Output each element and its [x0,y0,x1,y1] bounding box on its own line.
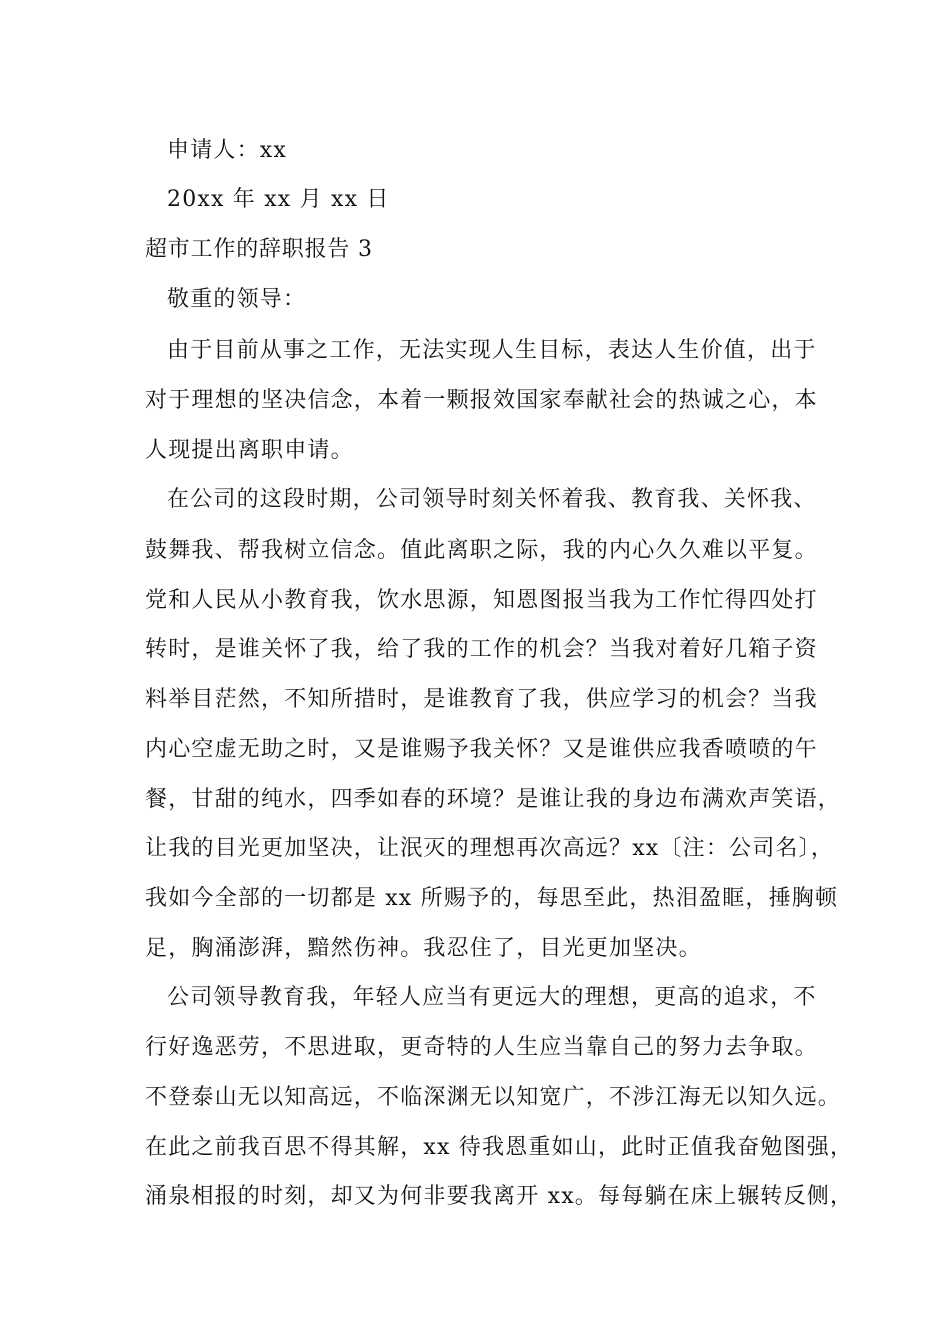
paragraph-line: 让我的目光更加坚决，让泯灭的理想再次高远？xx〔注：公司名〕， [145,836,835,861]
paragraph-line: 鼓舞我、帮我树立信念。值此离职之际，我的内心久久难以平复。 [145,538,818,563]
paragraph-line: 足，胸涌澎湃，黯然伤神。我忍住了，目光更加坚决。 [145,936,702,961]
paragraph-line: 在公司的这段时期，公司领导时刻关怀着我、教育我、关怀我、 [167,487,817,512]
paragraph-line: 涌泉相报的时刻，却又为何非要我离开 xx。每每躺在床上辗转反侧， [145,1184,854,1209]
report-title: 超市工作的辞职报告 3 [145,237,373,262]
paragraph-line: 转时，是谁关怀了我，给了我的工作的机会？当我对着好几箱子资 [145,637,818,662]
paragraph-line: 公司领导教育我，年轻人应当有更远大的理想，更高的追求，不 [167,985,817,1010]
paragraph-line: 由于目前从事之工作，无法实现人生目标，表达人生价值，出于 [167,338,817,363]
date-line: 20xx 年 xx 月 xx 日 [167,187,390,212]
applicant-line: 申请人：xx [167,138,288,163]
paragraph-line: 对于理想的坚决信念，本着一颗报效国家奉献社会的热诚之心，本 [145,388,818,413]
paragraph-line: 党和人民从小教育我，饮水思源，知恩图报当我为工作忙得四处打 [145,588,818,613]
paragraph-line: 料举目茫然，不知所措时，是谁教育了我，供应学习的机会？当我 [145,687,818,712]
paragraph-line: 餐，甘甜的纯水，四季如春的环境？是谁让我的身边布满欢声笑语， [145,787,842,812]
paragraph-line: 人现提出离职申请。 [145,438,354,463]
salutation: 敬重的领导： [167,287,307,312]
paragraph-line: 不登泰山无以知高远，不临深渊无以知宽广，不涉江海无以知久远。 [145,1085,842,1110]
paragraph-line: 我如今全部的一切都是 xx 所赐予的，每思至此，热泪盈眶，捶胸顿 [145,886,839,911]
paragraph-line: 内心空虚无助之时，又是谁赐予我关怀？又是谁供应我香喷喷的午 [145,737,818,762]
paragraph-line: 在此之前我百思不得其解，xx 待我恩重如山，此时正值我奋勉图强， [145,1135,854,1160]
paragraph-line: 行好逸恶劳，不思进取，更奇特的人生应当靠自己的努力去争取。 [145,1035,818,1060]
